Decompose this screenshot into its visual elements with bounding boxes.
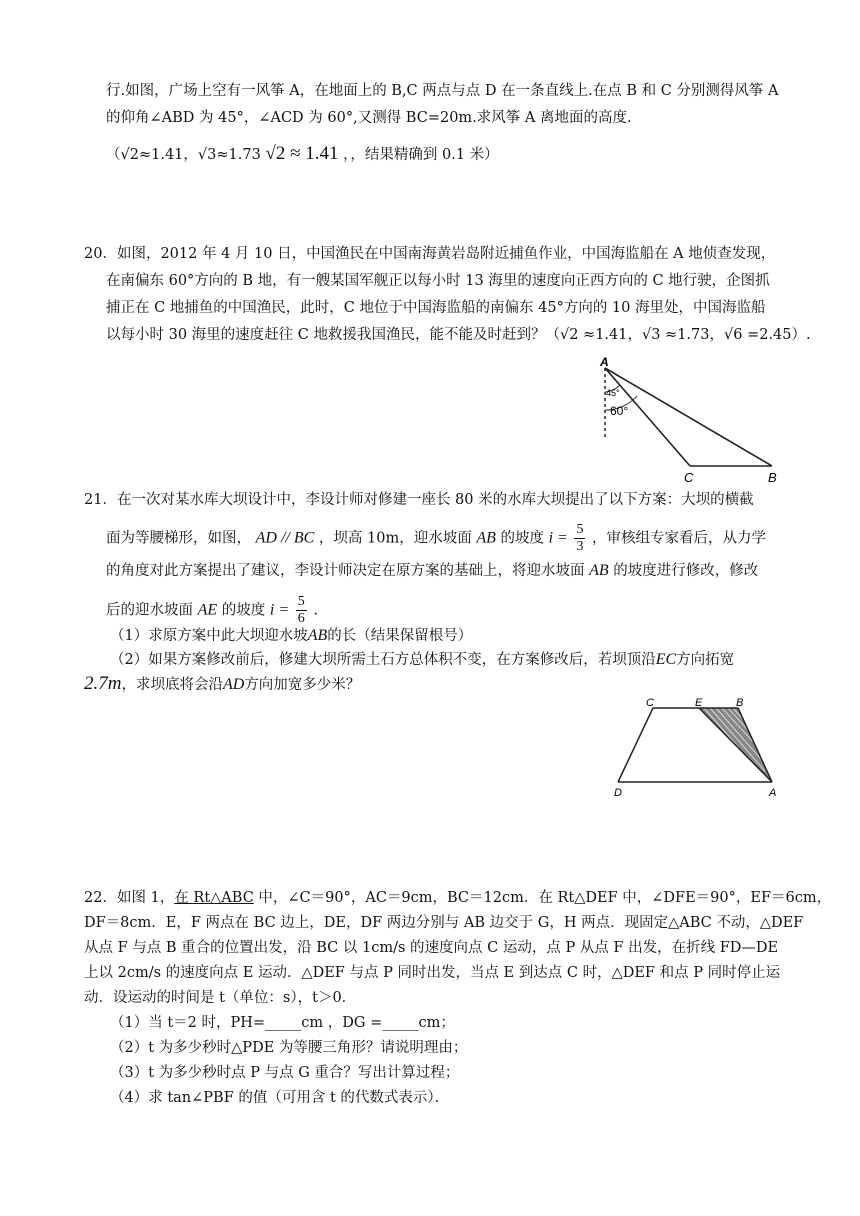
q21-l4-math-ae: AE [197, 601, 218, 619]
label-a: A [769, 787, 777, 799]
q21-line-4 [106, 594, 318, 627]
q22-sub-2: （2）t 为多少秒时△PDE 为等腰三角形？请说明理由； [110, 1040, 468, 1056]
fraction-5-6: $\frac{5}{6}$ [297, 594, 305, 626]
label-c: C [684, 470, 694, 485]
q19-line-3 [106, 143, 499, 166]
q20-figure [592, 354, 788, 486]
q22-sub-3: （3）t 为多少秒时点 P 与点 G 重合？写出计算过程； [110, 1065, 460, 1081]
q21-sub-1 [110, 625, 472, 647]
q21-sub-2 [110, 649, 734, 671]
q19-line-2: 的仰角∠ABD 为 45°，∠ACD 为 60°,又测得 BC=20m.求风筝 A 离地面的高度. [106, 110, 632, 126]
q22-l1-text-b: 中，∠C＝90°，AC＝9cm，BC＝12cm．在 Rt△DEF 中，∠DFE＝90°，EF＝6cm， [253, 890, 832, 906]
label-e: E [695, 697, 703, 709]
q22-line-3: 从点 F 与点 B 重合的位置出发，沿 BC 以 1cm/s 的速度向点 C 运动，点 P 从点 F 出发，在折线 FD—DE [84, 940, 779, 956]
q21-text-b: ，坝高 10m，迎水坡面 [318, 530, 472, 547]
q21-math-ad-bc: AD // BC [255, 529, 315, 547]
q20-line-4: 以每小时 30 海里的速度赶往 C 地救援我国渔民，能不能及时赶到？（√2 ≈1.41，√3 ≈1.73，√6 =2.45）. [106, 327, 811, 343]
q22-line-1 [84, 887, 831, 909]
q19-approx-math: √2 ≈ 1.41 [265, 143, 339, 164]
q21-math-i: i = [548, 529, 568, 547]
label-a: A [600, 355, 609, 369]
q22-line-5: 动．设运动的时间是 t（单位：s），t＞0． [84, 990, 357, 1006]
q21-s3-text-b: ，求坝底将会沿 [121, 677, 223, 693]
q22-sub-4: （4）求 tan∠PBF 的值（可用含 t 的代数式表示）． [110, 1090, 450, 1106]
q22-line-4: 上以 2cm/s 的速度向点 E 运动．△DEF 与点 P 同时出发，当点 E 到达点 C 时，△DEF 和点 P 同时停止运 [84, 965, 781, 981]
q21-s1-math: AB [307, 627, 328, 644]
q22-l1-text-a: 22．如图 1， [84, 890, 175, 906]
q21-s2-math: EC [655, 651, 677, 668]
q21-line-1: 21．在一次对某水库大坝设计中，李设计师对修建一座长 80 米的水库大坝提出了以下方案：大坝的横截 [84, 492, 754, 508]
q21-s1-text-b: 的长（结果保留根号） [327, 628, 473, 644]
q21-l4-text-a: 后的迎水坡面 [106, 602, 193, 619]
q21-l4-text-b: 的坡度 [221, 602, 266, 619]
q21-s1-text-a: （1）求原方案中此大坝迎水坡 [110, 628, 308, 644]
q21-l4-math-i: i = [269, 601, 290, 619]
dam-side-cd [618, 708, 653, 782]
q20-line-2: 在南偏东 60°方向的 B 地，有一艘某国军舰正以每小时 13 海里的速度向正西方向的 C 地行驶，企图抓 [106, 273, 770, 289]
q21-math-ab: AB [476, 529, 496, 547]
label-b: B [736, 697, 744, 709]
label-d: D [614, 787, 622, 799]
fraction-5-3: $\frac{5}{3}$ [576, 522, 584, 554]
q22-l1-underlined: 在 Rt△ABC [174, 890, 254, 906]
q21-s3-math: 2.7m [84, 673, 122, 694]
label-45: 45° [606, 388, 620, 398]
label-60: 60° [610, 404, 629, 418]
q21-s3-math-ad: AD [222, 676, 245, 693]
q21-line-2 [106, 522, 766, 555]
segment-ab [605, 368, 772, 466]
q21-sub-2-cont [84, 673, 360, 696]
q21-s3-text-c: 方向加宽多少米？ [244, 677, 361, 693]
q19-precision-text: ，，结果精确到 0.1 米） [343, 147, 499, 163]
q21-s2-text-b: 方向拓宽 [676, 652, 735, 668]
label-b: B [768, 470, 777, 485]
q21-s2-text-a: （2）如果方案修改前后，修建大坝所需土石方总体积不变，在方案修改后，若坝顶沿 [110, 652, 656, 668]
q21-l4-text-c: . [313, 602, 318, 619]
q20-line-1: 20．如图，2012 年 4 月 10 日，中国渔民在中国南海黄岩岛附近捕鱼作业，中国海监船在 A 地侦查发现， [84, 246, 776, 262]
q21-l3-text-a: 的角度对此方案提出了建议，李设计师决定在原方案的基础上，将迎水坡面 [106, 563, 585, 579]
q19-approx-text: （√2≈1.41，√3≈1.73 [106, 147, 261, 163]
q19-line-1: 行.如图，广场上空有一风筝 A，在地面上的 B,C 两点与点 D 在一条直线上.在点 B 和 C 分别测得风筝 A [106, 83, 779, 99]
q20-line-3: 捕正在 C 地捕鱼的中国渔民，此时，C 地位于中国海监船的南偏东 45°方向的 10 海里处，中国海监船 [106, 300, 766, 316]
q21-text-a: 面为等腰梯形，如图， [106, 530, 251, 547]
q21-text-c: 的坡度 [500, 530, 544, 547]
q22-line-2: DF＝8cm．E，F 两点在 BC 边上，DE，DF 两边分别与 AB 边交于 G，H 两点．现固定△ABC 不动，△DEF [84, 915, 804, 931]
q21-l3-math: AB [589, 562, 609, 579]
q22-sub-1: （1）当 t＝2 时，PH=_____cm ，DG =_____cm； [110, 1015, 455, 1031]
q21-l3-text-b: 的坡度进行修改，修改 [613, 563, 759, 579]
label-c: C [646, 697, 654, 709]
q21-text-d: ，审核组专家看后，从力学 [592, 530, 767, 547]
q21-line-3 [106, 560, 758, 582]
q21-figure [612, 694, 784, 800]
